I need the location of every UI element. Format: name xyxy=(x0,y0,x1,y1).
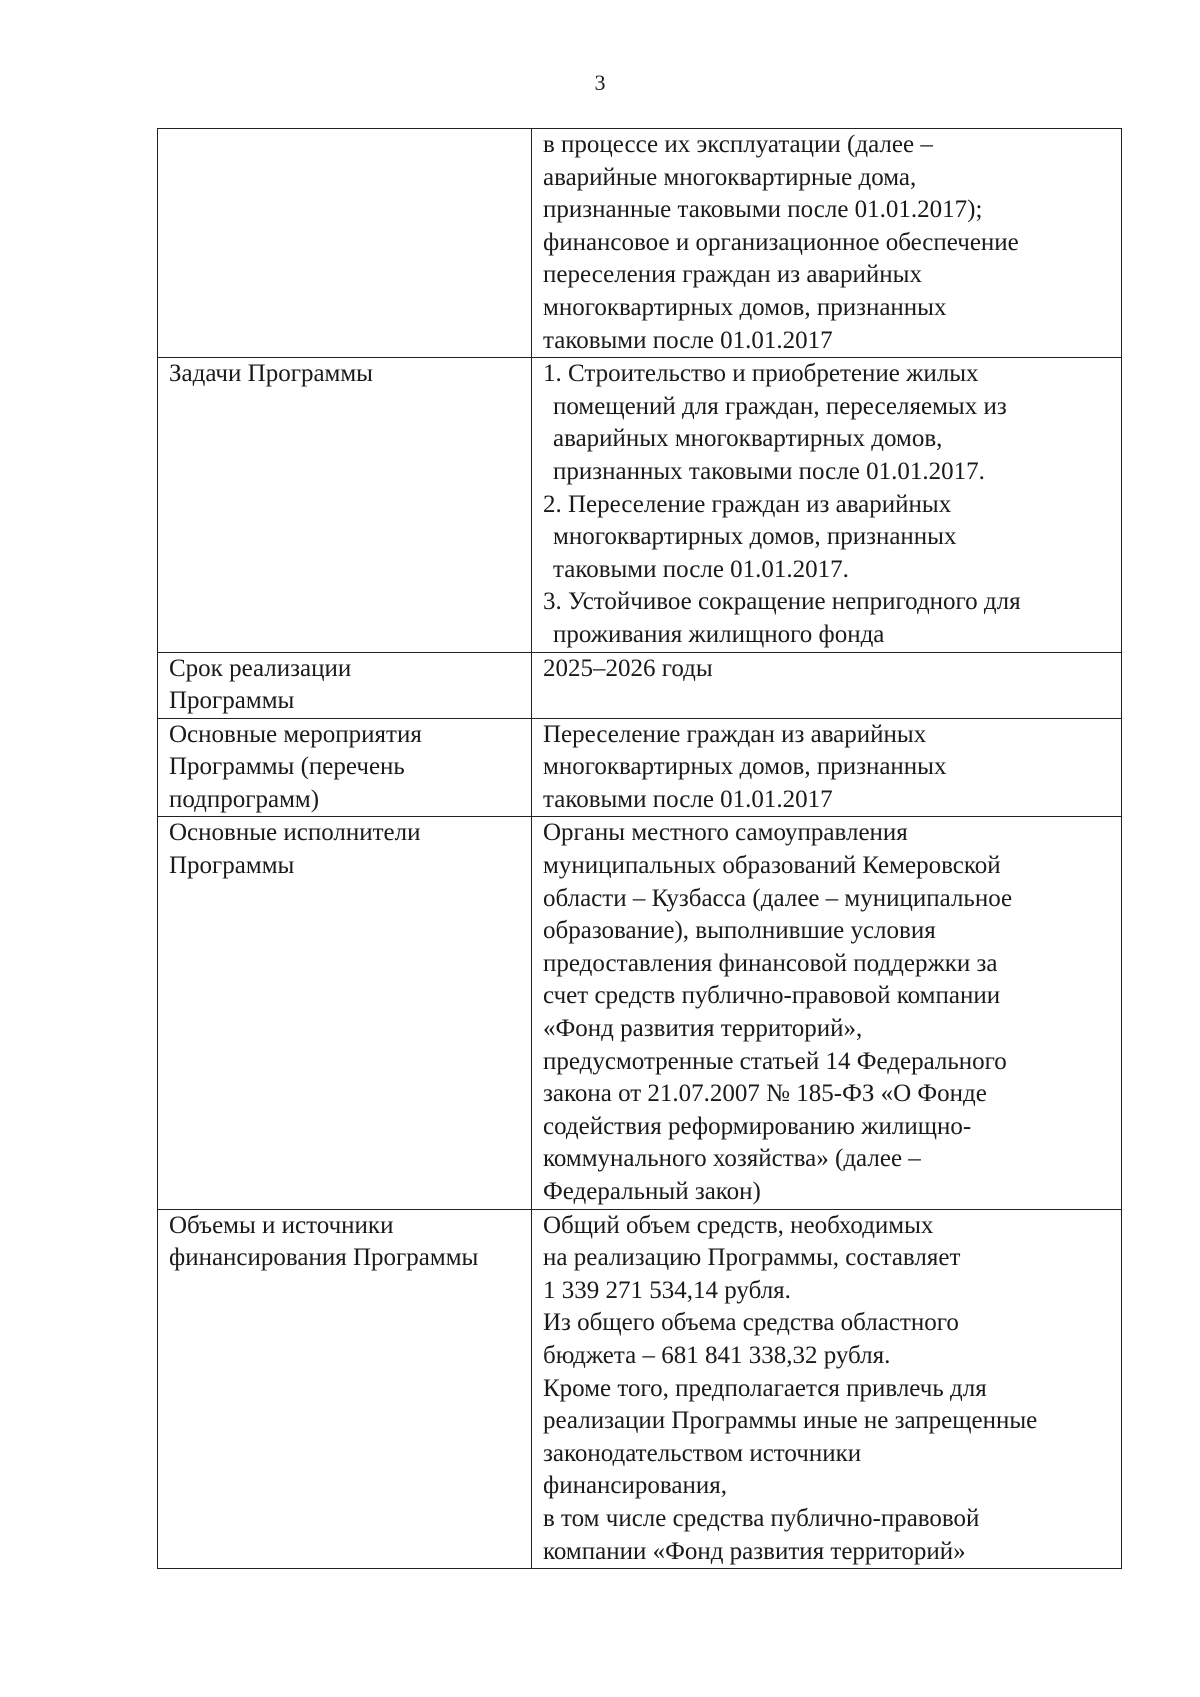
row-value xyxy=(532,718,1122,817)
row-label: Задачи Программы xyxy=(158,358,532,652)
paragraph: в процессе их эксплуатации (далее – аварийные многоквартирные дома, признанные таковыми после 01.01.2017); финансовое и организационное обеспечение переселения граждан из аварийных многоквартирных домов, признанных таковыми после 01.01.2017 xyxy=(543,131,1019,354)
paragraph: Кроме того, предполагается привлечь для реализации Программы иные не запрещенные законодательством источники финансирования, xyxy=(543,1374,1038,1500)
table-row-term xyxy=(158,652,1122,718)
paragraph: Органы местного самоуправления муниципальных образований Кемеровской области – Кузбасса (далее – муниципальное образование), выполнившие условия предоставления финансовой поддержки за счет средств публично-правовой компании «Фонд развития территорий», предусмотренные статьей 14 Федерального закона от 21.07.2007 № 185-ФЗ «О Фонде содействия реформированию жилищно- коммунального хозяйства» (далее – Федеральный закон) xyxy=(543,819,1013,1205)
paragraph: Из общего объема средства областного бюджета – 681 841 338,32 рубля. xyxy=(543,1309,959,1369)
table-row-executors xyxy=(158,817,1122,1209)
page-number: 3 xyxy=(594,70,606,95)
row-value xyxy=(532,817,1122,1209)
table-row-main-activities xyxy=(158,718,1122,817)
row-label: Срок реализации Программы xyxy=(158,652,532,718)
row-label: Объемы и источники финансирования Программы xyxy=(158,1209,532,1569)
row-value xyxy=(532,358,1122,652)
task-item-1: 1. Строительство и приобретение жилых помещений для граждан, переселяемых из аварийных многоквартирных домов, признанных таковыми после 01.01.2017. xyxy=(543,360,1007,485)
row-label: Основные мероприятия Программы (перечень подпрограмм) xyxy=(158,718,532,817)
table-row-goal-continuation xyxy=(158,129,1122,358)
table-row-tasks xyxy=(158,358,1122,652)
task-item-3: 3. Устойчивое сокращение непригодного для проживания жилищного фонда xyxy=(543,588,1021,648)
paragraph: 2025–2026 годы xyxy=(543,654,713,682)
row-value xyxy=(532,1209,1122,1569)
paragraph: в том числе средства публично-правовой компании «Фонд развития территорий» xyxy=(543,1504,980,1565)
task-item-2: 2. Переселение граждан из аварийных многоквартирных домов, признанных таковыми после 01.01.2017. xyxy=(543,490,957,583)
paragraph: Общий объем средств, необходимых на реализацию Программы, составляет 1 339 271 534,14 рубля. xyxy=(543,1211,961,1304)
table-row-funding xyxy=(158,1209,1122,1569)
program-passport-table xyxy=(157,128,1122,1569)
row-label xyxy=(158,129,532,358)
row-value xyxy=(532,129,1122,358)
paragraph: Переселение граждан из аварийных многоквартирных домов, признанных таковыми после 01.01.2017 xyxy=(543,720,947,813)
row-label: Основные исполнители Программы xyxy=(158,817,532,1209)
row-value xyxy=(532,652,1122,718)
